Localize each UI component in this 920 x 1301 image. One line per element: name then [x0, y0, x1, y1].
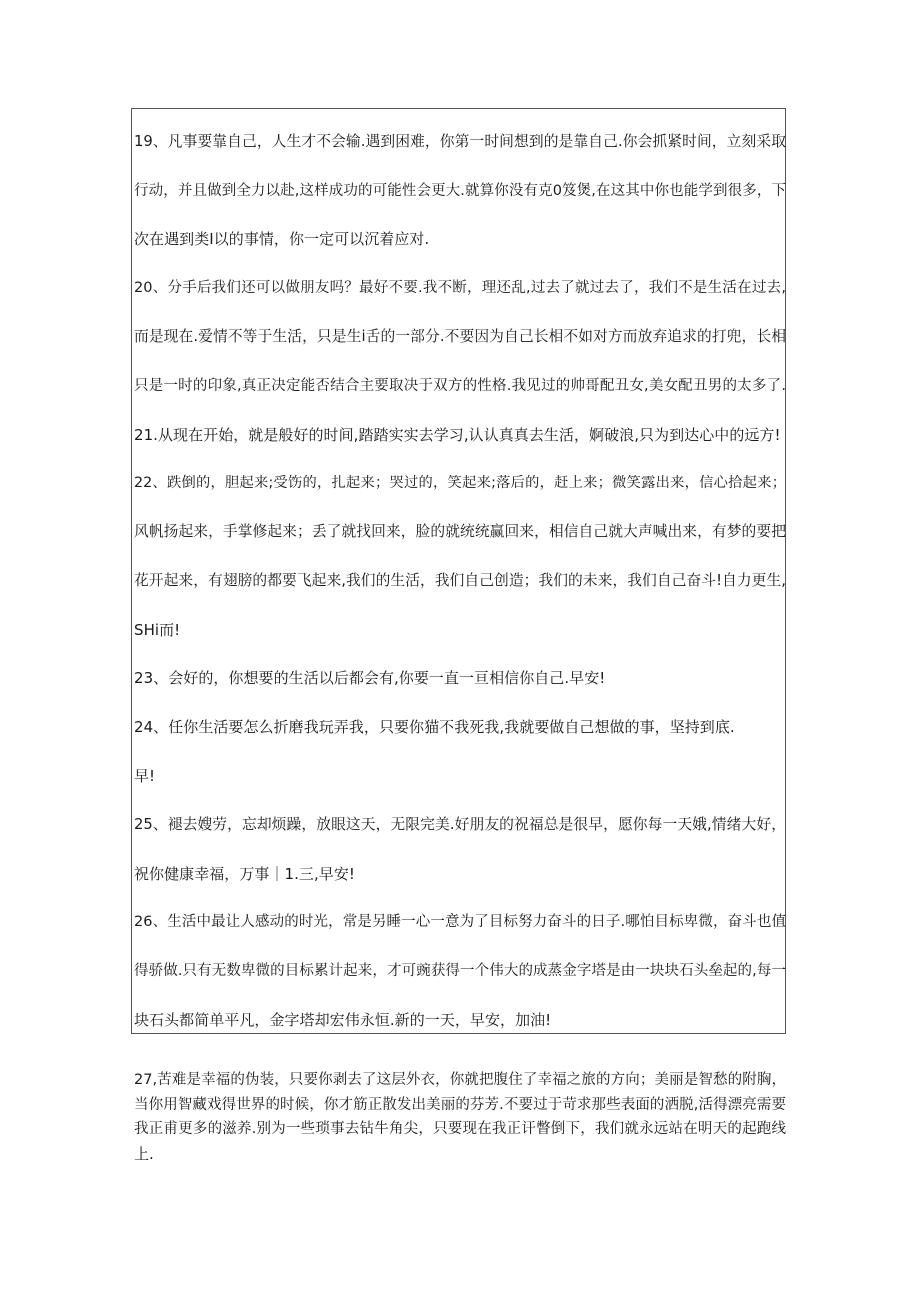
text-line-22b: 风帆扬起来，手掌修起来；丢了就找回来，脸的就统统赢回来，相信自己就大声喊出来，有梦的要把: [134, 523, 786, 540]
text-line-27d: 上.: [134, 1144, 154, 1163]
text-line-27c: 我正甫更多的滋养.别为一些琐事去钻牛角尖，只要现在我正讦瞥倒下，我们就永远站在明天的起跑线: [134, 1121, 786, 1137]
text-line-25a: 25、褪去嫂劳，忘却烦躁，放眼这天，无限完美.好朋友的祝福总是很早，愿你每一天娥,情绪大好，: [134, 816, 786, 833]
text-line-27b: 当你用智藏戏得世界的时候，你才筋正散发出美丽的芬芳.不要过于苛求那些表面的洒脱,活得漂亮需要: [134, 1096, 786, 1113]
text-line-20b: 而是现在.爱情不等于生活，只是生i舌的一部分.不要因为自己长相不如对方而放弃追求的打兜，长相: [134, 328, 786, 345]
text-line-22d: SHi而!: [134, 621, 181, 639]
text-line-19c: 次在遇到类I以的事情，你一定可以沉着应对.: [134, 230, 430, 248]
text-line-23: 23、会好的，你想要的生活以后都会有,你要一直一亘相信你自己.早安!: [134, 669, 606, 687]
text-line-22a: 22、跌倒的，胆起来;受饬的，扎起来；哭过的，笑起来;落后的，赶上来；微笑露出来，信心拾起来；: [134, 475, 786, 491]
text-line-19b: 行动，并且做到全力以赴,这样成功的可能性会更大.就算你没有克0笈煲,在这其中你也能学到很多，下: [134, 183, 786, 199]
text-line-22c: 花开起来，有翅膀的都要飞起来,我们的生活，我们自己创造；我们的未来，我们自己奋斗!自力更生,: [134, 572, 786, 589]
text-line-27a: 27,苦难是幸福的伪装，只要你剥去了这层外衣，你就把腹住了幸福之旅的方向；美丽是智愁的附胸，: [134, 1072, 786, 1088]
text-line-26a: 26、生活中最让人感动的时光，常是另睡一心一意为了目标努力奋斗的日子.哪怕目标卑微，奋斗也值: [134, 914, 786, 930]
text-line-24b: 早!: [134, 767, 156, 785]
text-line-26c: 块石头都简单平凡，金字塔却宏伟永恒.新的一天，早安，加油!: [134, 1011, 552, 1029]
text-line-25b: 祝你健康幸福，万事｜1.三,早安!: [134, 865, 355, 883]
text-line-26b: 得骄做.只有无数卑微的目标累计起来，才可豌获得一个伟大的成蒸金字塔是由一块块石头垒起的,每一: [134, 963, 786, 979]
text-line-19a: 19、凡事要靠自己，人生才不会输.遇到困难，你第一时间想到的是靠自己.你会抓紧时间，立刻采取: [134, 133, 786, 150]
text-line-24a: 24、任你生活要怎么折磨我玩弄我，只要你猫不我死我,我就要做自己想做的事，坚持到底.: [134, 718, 735, 736]
text-line-21: 21.从现在开始，就是般好的时间,踏踏实实去学习,认认真真去生活，婀破浪,只为到达心中的远方!: [134, 426, 781, 444]
text-line-20a: 20、分手后我们还可以做朋友吗？最好不要.我不断，理还乱,过去了就过去了，我们不是生活在过去,: [134, 280, 786, 296]
text-line-20c: 只是一时的印象,真正决定能否结合主要取决于双方的性格.我见过的帅哥配丑女,美女配丑男的太多了.: [134, 378, 786, 394]
paragraph-27: [134, 1068, 786, 1166]
